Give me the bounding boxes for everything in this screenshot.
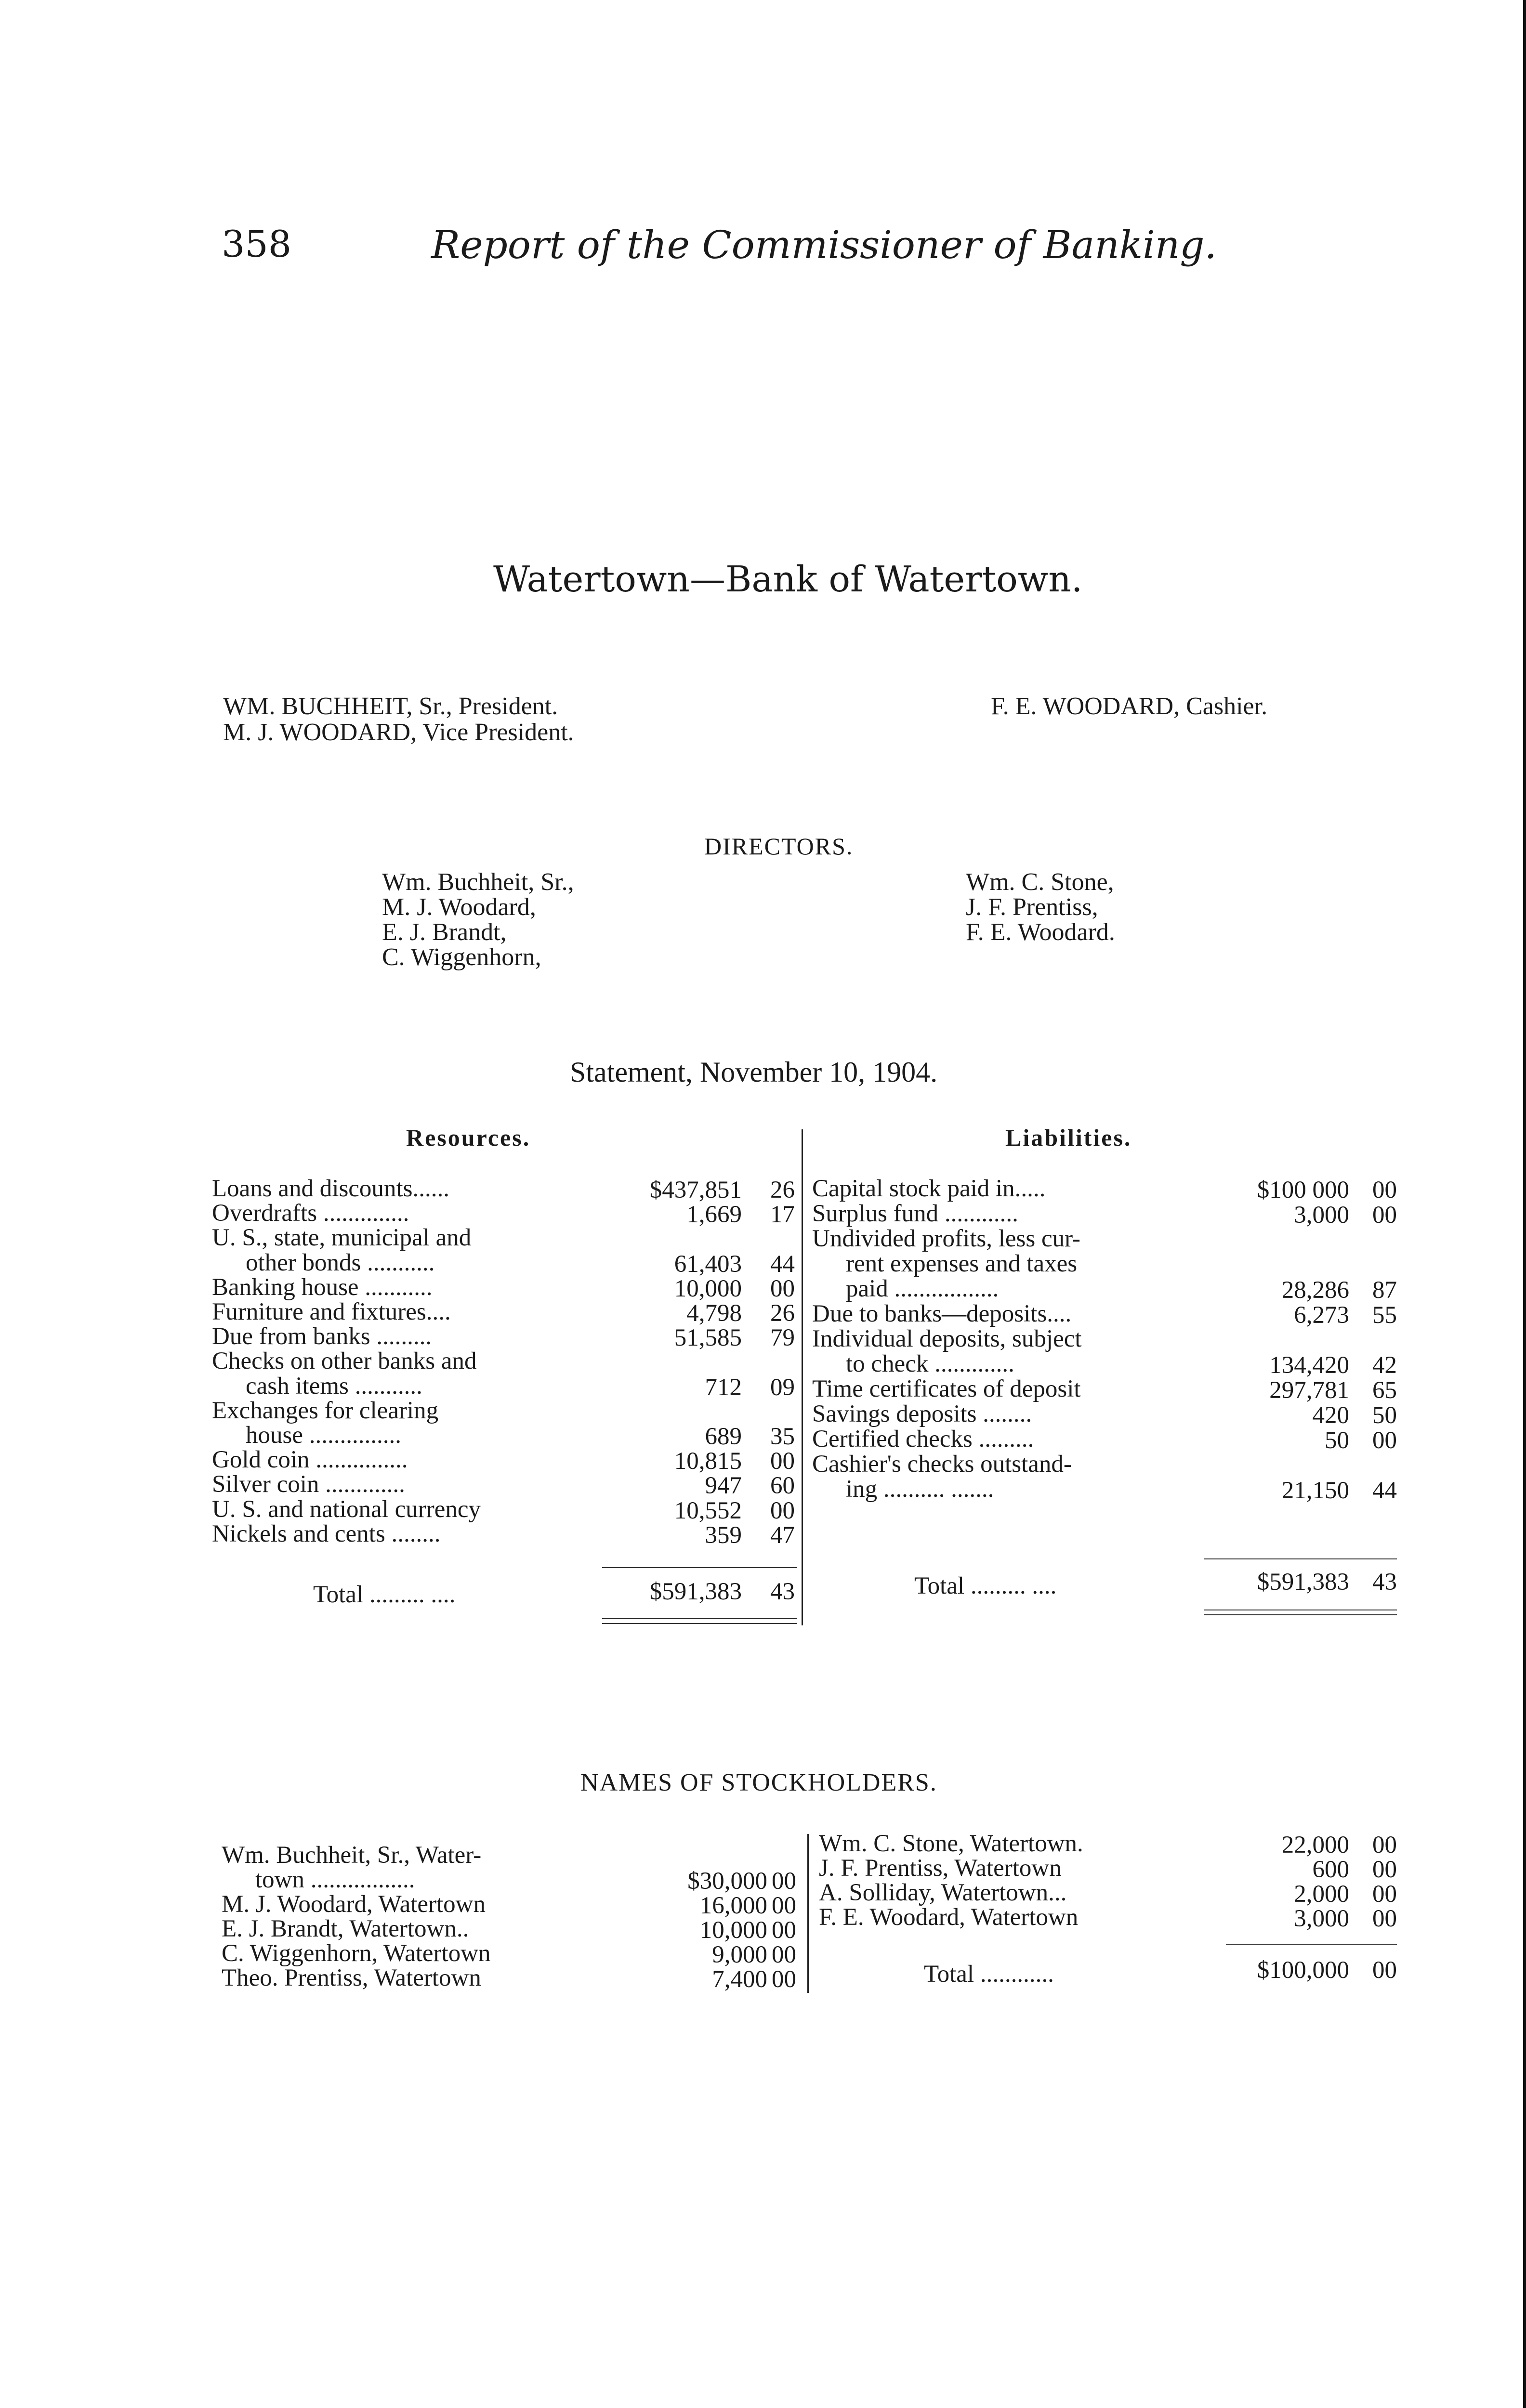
liabilities-heading: Liabilities. [1005, 1124, 1132, 1151]
row-cents: 00 [772, 1966, 796, 1993]
row-dollars: 712 [705, 1374, 742, 1401]
stockholders-total-cents: 00 [1372, 1957, 1397, 1984]
row-label: Exchanges for clearing [212, 1397, 439, 1424]
row-label: to check ............. [846, 1350, 1014, 1377]
stockholders-column-divider [807, 1834, 809, 1993]
row-dollars: 297,781 [1269, 1377, 1349, 1404]
row-label: rent expenses and taxes [846, 1250, 1078, 1277]
row-dollars: 600 [1312, 1856, 1349, 1883]
statement-heading: Statement, November 10, 1904. [570, 1056, 938, 1088]
row-cents: 00 [1372, 1427, 1397, 1454]
stockholders-heading: NAMES OF STOCKHOLDERS. [580, 1769, 937, 1796]
row-dollars: 50 [1325, 1427, 1349, 1454]
row-dollars: 359 [705, 1521, 742, 1549]
row-label: Loans and discounts...... [212, 1175, 449, 1202]
row-label: Surplus fund ............ [812, 1200, 1018, 1227]
director-name: J. F. Prentiss, [966, 893, 1098, 921]
row-label: J. F. Prentiss, Watertown [819, 1855, 1062, 1882]
row-cents: 00 [1372, 1177, 1397, 1204]
row-dollars: 947 [705, 1472, 742, 1500]
row-label: M. J. Woodard, Watertown [222, 1891, 486, 1918]
row-label: Savings deposits ........ [812, 1400, 1032, 1427]
row-cents: 87 [1372, 1277, 1397, 1304]
row-label: A. Solliday, Watertown... [819, 1879, 1067, 1906]
row-cents: 00 [1372, 1832, 1397, 1858]
row-dollars: 51,585 [674, 1324, 742, 1352]
row-dollars: 21,150 [1281, 1477, 1349, 1504]
row-label: cash items ........... [246, 1372, 422, 1400]
row-dollars: 3,000 [1294, 1202, 1349, 1229]
row-cents: 65 [1372, 1377, 1397, 1404]
liabilities-total-rule [1204, 1558, 1397, 1559]
running-title: Report of the Commissioner of Banking. [431, 222, 1217, 267]
row-cents: 47 [770, 1521, 795, 1549]
row-cents: 00 [770, 1497, 795, 1524]
row-label: other bonds ........... [246, 1249, 435, 1276]
row-cents: 00 [772, 1917, 796, 1944]
row-cents: 00 [1372, 1881, 1397, 1908]
officers-right [991, 694, 1267, 720]
row-cents: 00 [772, 1892, 796, 1919]
row-label: F. E. Woodard, Watertown [819, 1904, 1079, 1931]
officers-left [223, 694, 574, 746]
row-cents: 79 [770, 1324, 795, 1352]
row-label: Gold coin ............... [212, 1446, 408, 1474]
row-cents: 42 [1372, 1352, 1397, 1379]
row-dollars: 10,815 [674, 1448, 742, 1475]
row-cents: 00 [1372, 1202, 1397, 1229]
row-cents: 09 [770, 1374, 795, 1401]
row-cents: 00 [770, 1448, 795, 1475]
resources-heading: Resources. [406, 1124, 531, 1151]
director-name: M. J. Woodard, [382, 893, 536, 921]
row-label: Wm. C. Stone, Watertown. [819, 1830, 1083, 1857]
liabilities-double-rule [1204, 1614, 1397, 1615]
resources-total-dollars: $591,383 [649, 1578, 742, 1605]
row-cents: 50 [1372, 1402, 1397, 1429]
row-cents: 44 [770, 1250, 795, 1278]
row-cents: 35 [770, 1423, 795, 1450]
row-label: Due to banks—deposits.... [812, 1300, 1072, 1327]
row-dollars: 3,000 [1294, 1905, 1349, 1932]
row-label: Nickels and cents ........ [212, 1520, 441, 1547]
row-dollars: 10,552 [674, 1497, 742, 1524]
row-label: Checks on other banks and [212, 1348, 477, 1375]
row-label: Individual deposits, subject [812, 1325, 1082, 1352]
row-cents: 17 [770, 1201, 795, 1229]
row-cents: 00 [770, 1275, 795, 1302]
row-label: Overdrafts .............. [212, 1200, 409, 1227]
resources-total-rule [602, 1567, 797, 1568]
row-dollars: 6,273 [1294, 1302, 1349, 1329]
row-dollars: 1,669 [686, 1201, 742, 1229]
row-dollars: 10,000 [674, 1275, 742, 1302]
row-label: Silver coin ............. [212, 1471, 405, 1498]
row-dollars: 61,403 [674, 1250, 742, 1278]
resources-double-rule [602, 1618, 797, 1619]
page-edge-border [1523, 0, 1526, 2408]
row-cents: 26 [770, 1300, 795, 1327]
row-label: U. S. and national currency [212, 1495, 481, 1523]
row-dollars: 4,798 [686, 1300, 742, 1327]
resources-double-rule [602, 1623, 797, 1624]
directors-heading: DIRECTORS. [704, 833, 854, 860]
row-cents: 44 [1372, 1477, 1397, 1504]
row-dollars: 2,000 [1294, 1881, 1349, 1908]
row-label: Capital stock paid in..... [812, 1175, 1046, 1202]
resources-total-label: Total ......... .... [313, 1581, 456, 1608]
row-dollars: $437,851 [649, 1177, 742, 1204]
director-name: C. Wiggenhorn, [382, 943, 541, 971]
statement-column-divider [802, 1129, 803, 1625]
row-label: Certified checks ......... [812, 1426, 1034, 1453]
row-label: house ............... [246, 1422, 401, 1449]
row-dollars: 7,400 [712, 1966, 767, 1993]
row-dollars: 420 [1312, 1402, 1349, 1429]
liabilities-total-cents: 43 [1372, 1569, 1397, 1596]
row-cents: 00 [1372, 1856, 1397, 1883]
director-name: Wm. Buchheit, Sr., [382, 868, 574, 896]
row-dollars: 689 [705, 1423, 742, 1450]
row-label: Theo. Prentiss, Watertown [222, 1964, 481, 1991]
stockholders-total-amount: $100,000 [1257, 1957, 1349, 1984]
row-dollars: $30,000 [687, 1868, 767, 1895]
directors-left [382, 870, 574, 970]
row-label: Furniture and fixtures.... [212, 1298, 451, 1325]
officer-vice-president: M. J. WOODARD, Vice President. [223, 719, 574, 746]
row-label: ing .......... ....... [846, 1476, 994, 1503]
page-number: 358 [222, 222, 292, 265]
row-label: Banking house ........... [212, 1273, 433, 1301]
bank-title: Watertown—Bank of Watertown. [493, 559, 1083, 600]
row-label: Time certificates of deposit [812, 1375, 1081, 1402]
row-label: C. Wiggenhorn, Watertown [222, 1940, 491, 1967]
stockholders-total-rule [1226, 1944, 1397, 1945]
officer-president: WM. BUCHHEIT, Sr., President. [223, 693, 558, 720]
directors-right [966, 870, 1115, 945]
row-label: Wm. Buchheit, Sr., Water- [222, 1842, 482, 1869]
row-dollars: 16,000 [699, 1892, 767, 1919]
officer-cashier: F. E. WOODARD, Cashier. [991, 693, 1268, 720]
row-label: E. J. Brandt, Watertown.. [222, 1915, 469, 1942]
row-cents: 26 [770, 1177, 795, 1204]
row-dollars: 28,286 [1281, 1277, 1349, 1304]
row-dollars: 22,000 [1281, 1832, 1349, 1858]
row-cents: 00 [772, 1941, 796, 1968]
row-dollars: $100 000 [1257, 1177, 1349, 1204]
row-label: Due from banks ......... [212, 1323, 432, 1350]
row-dollars: 134,420 [1269, 1352, 1349, 1379]
row-label: Undivided profits, less cur- [812, 1225, 1081, 1252]
liabilities-total-label: Total ......... .... [914, 1572, 1057, 1599]
row-cents: 00 [1372, 1905, 1397, 1932]
row-dollars: 10,000 [699, 1917, 767, 1944]
stockholders-total-label: Total ............ [924, 1961, 1054, 1988]
row-label: town ................. [255, 1866, 415, 1893]
row-cents: 60 [770, 1472, 795, 1500]
row-label: paid ................. [846, 1275, 999, 1302]
row-cents: 55 [1372, 1302, 1397, 1329]
row-label: Cashier's checks outstand- [812, 1451, 1072, 1478]
row-label: U. S., state, municipal and [212, 1224, 472, 1252]
liabilities-total-dollars: $591,383 [1257, 1569, 1349, 1596]
director-name: Wm. C. Stone, [966, 868, 1114, 896]
resources-total-cents: 43 [770, 1578, 795, 1605]
director-name: E. J. Brandt, [382, 918, 507, 946]
row-cents: 00 [772, 1868, 796, 1895]
row-dollars: 9,000 [712, 1941, 767, 1968]
director-name: F. E. Woodard. [966, 918, 1115, 946]
